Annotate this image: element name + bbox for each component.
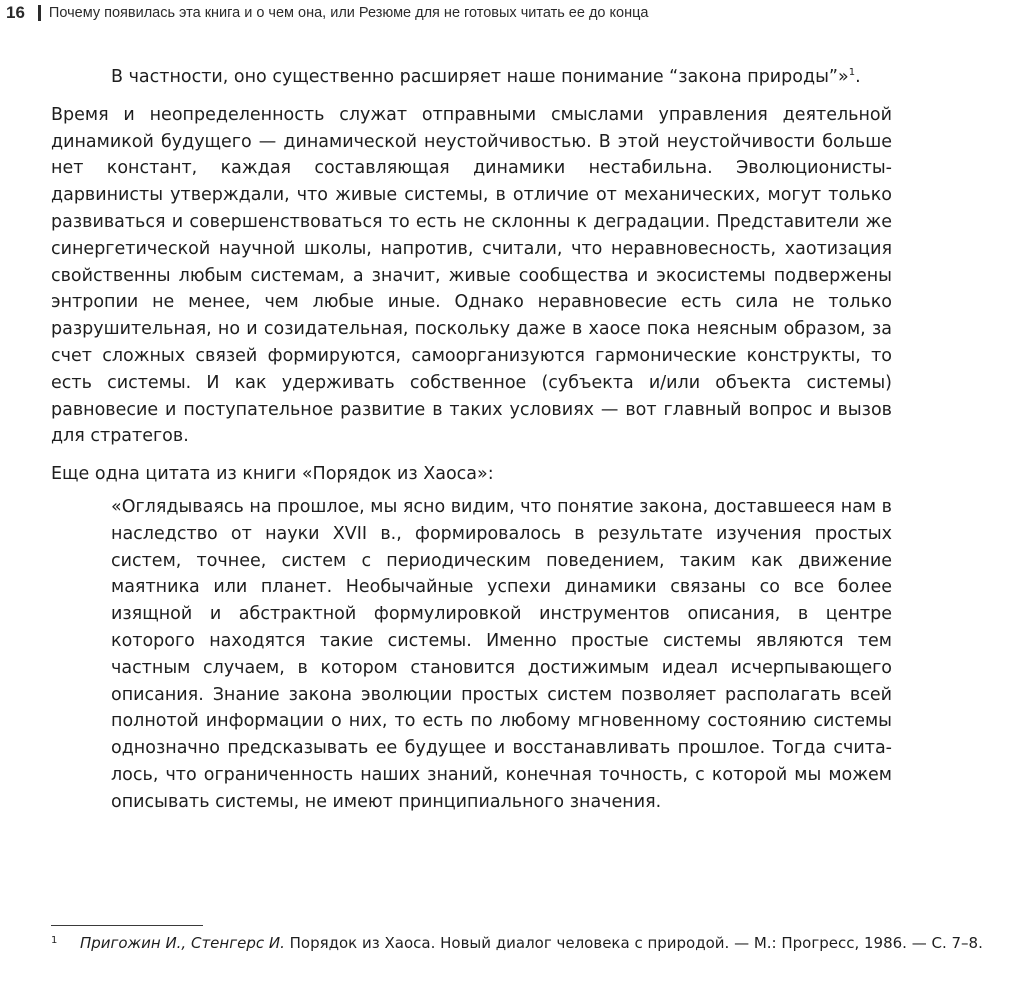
- footnote-reference[interactable]: 1: [848, 67, 856, 79]
- footnote-divider: [51, 925, 203, 926]
- footnote-text: [80, 932, 1012, 954]
- quote-text: В частности, оно существенно расширяет наше понимание “закона природы”»: [111, 67, 849, 87]
- paragraph: Еще одна цитата из книги «Порядок из Хаоса»:: [51, 464, 494, 485]
- block-quote: «Оглядываясь на прошлое, мы ясно видим, что понятие закона, доставшееся нам в наследство от науки XVII в., формировалось в результате изучения простых систем, точнее, систем с периодическим поведением, таким как движение маятника или планет. Необычайные успехи динамики связаны со все более изящной и абстрактной формулировкой инструментов описания, в центре которого находятся такие системы. Именно простые системы являются тем частным случаем, в котором становится достижимым идеал исчерпывающего описания. Знание закона эволюции простых систем позволяет располагать всей полнотой информации о них, то есть по любому мгновенному состоянию системы однозначно предсказывать ее будущее и восстанавливать прошлое. Тогда считалось, что ограниченность наших знаний, конечная точность, с которой мы можем описывать системы, не имеют принципиального значения.: [111, 496, 892, 812]
- footnote: [51, 932, 1012, 954]
- paragraph: Время и неопределенность служат отправными смыслами управления деятельной динамикой будущего — динамической неустойчивостью. В этой неустойчивости больше нет констант, каждая составляющая динамики нестабильна. Эволюционисты-дарвинисты утверждали, что живые системы, в отличие от механических, могут только развиваться и совершенствоваться то есть не склонны к деградации. Представители же синергетической научной школы, напротив, считали, что неравновесность, хаотизация свойственны любым системам, а значит, живые сообщества и экосистемы подвержены энтропии не менее, чем любые иные. Однако неравновесие есть сила не только разрушительная, но и созидательная, поскольку даже в хаосе пока неясным образом, за счет сложных связей формируются, самоорганизуются гармонические конструкты, то есть системы. И как удерживать собственное (субъекта и/или объекта системы) равновесие и поступательное развитие в таких условиях — вот главный вопрос и вызов для стратегов.: [51, 104, 892, 447]
- footnote-authors: Пригожин И., Стенгерс И.: [80, 934, 285, 952]
- page-body: [51, 64, 892, 816]
- quote-end: .: [855, 67, 861, 87]
- header-divider: [38, 5, 41, 21]
- block-quote: [111, 64, 892, 91]
- footnote-marker: 1: [51, 935, 58, 946]
- page-number: 16: [6, 3, 25, 22]
- running-title: Почему появилась эта книга и о чем она, или Резюме для не готовых читать ее до конца: [48, 5, 649, 21]
- footnote-citation: Порядок из Хаоса. Новый диалог человека с природой. — М.: Прогресс, 1986. — С. 7–8.: [284, 934, 983, 952]
- page-header: [6, 0, 648, 26]
